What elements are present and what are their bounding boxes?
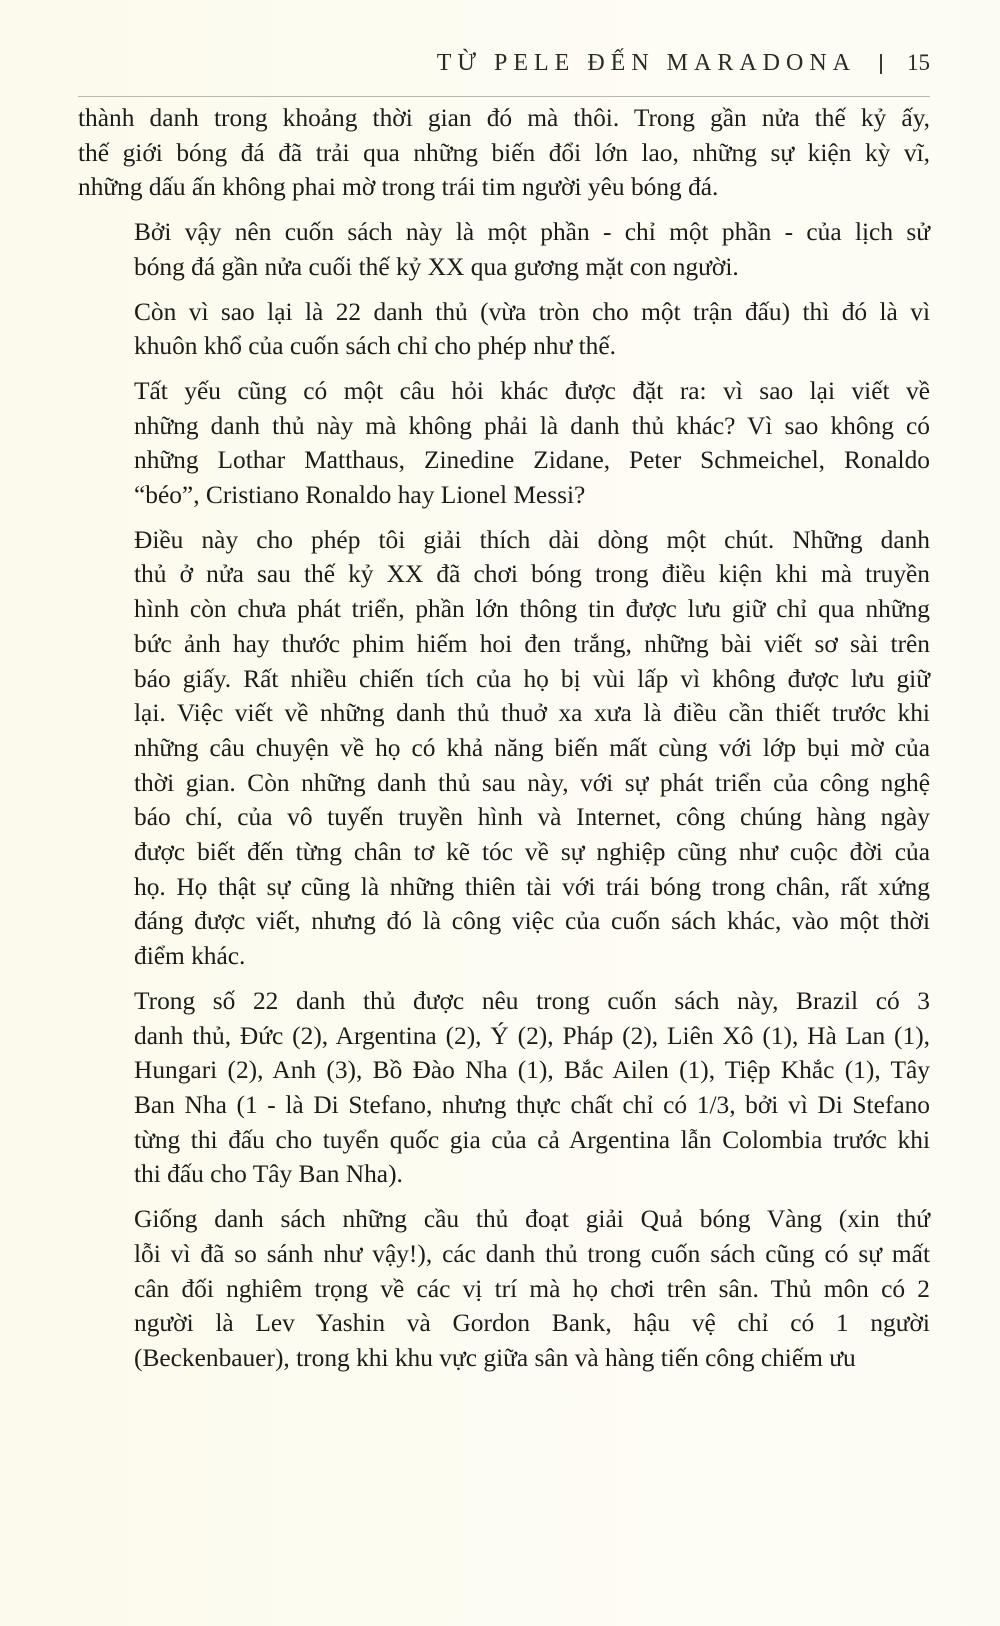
text-line: báo giấy. Rất nhiều chiến tích của họ bị vùi lấp vì không được lưu giữ: [134, 664, 930, 693]
text-line: được biết đến từng chân tơ kẽ tóc về sự nghiệp cũng như cuộc đời của: [134, 838, 930, 867]
text-line: Điều này cho phép tôi giải thích dài dòng một chút. Những danh: [134, 525, 930, 554]
text-line: họ. Họ thật sự cũng là những thiên tài với trái bóng trong chân, rất xứng: [134, 872, 930, 901]
text-line: Tất yếu cũng có một câu hỏi khác được đặt ra: vì sao lại viết về: [134, 376, 930, 405]
paragraph: [78, 523, 930, 974]
text-line: người là Lev Yashin và Gordon Bank, hậu vệ chỉ có 1 người: [134, 1309, 930, 1338]
text-line: Ban Nha (1 - là Di Stefano, nhưng thực chất chỉ có 1/3, bởi vì Di Stefano: [134, 1090, 930, 1119]
text-line: báo chí, của vô tuyến truyền hình và Internet, công chúng hàng ngày: [134, 803, 930, 832]
text-line: danh thủ, Đức (2), Argentina (2), Ý (2), Pháp (2), Liên Xô (1), Hà Lan (1),: [134, 1021, 930, 1050]
text-line: khuôn khổ của cuốn sách chỉ cho phép như thế.: [134, 332, 616, 361]
text-line: điểm khác.: [134, 942, 246, 971]
text-line: những dấu ấn không phai mờ trong trái tim người yêu bóng đá.: [78, 173, 719, 202]
text-line: thế giới bóng đá đã trải qua những biến đổi lớn lao, những sự kiện kỳ vĩ,: [78, 138, 930, 167]
text-line: thành danh trong khoảng thời gian đó mà thôi. Trong gần nửa thế kỷ ấy,: [78, 104, 930, 132]
text-line: đáng được viết, nhưng đó là công việc của cuốn sách khác, vào một thời: [134, 907, 930, 936]
text-line: Còn vì sao lại là 22 danh thủ (vừa tròn cho một trận đấu) thì đó là vì: [134, 297, 930, 326]
text-line: “béo”, Cristiano Ronaldo hay Lionel Messi?: [134, 481, 586, 510]
text-line: Bởi vậy nên cuốn sách này là một phần - chỉ một phần - của lịch sử: [134, 218, 930, 247]
text-line: bóng đá gần nửa cuối thế kỷ XX qua gương mặt con người.: [134, 252, 739, 281]
text-line: thủ ở nửa sau thế kỷ XX đã chơi bóng trong điều kiện khi mà truyền: [134, 560, 930, 589]
page-number: 15: [907, 50, 930, 75]
text-line: thời gian. Còn những danh thủ sau này, với sự phát triển của công nghệ: [134, 768, 930, 797]
text-line: Trong số 22 danh thủ được nêu trong cuốn sách này, Brazil có 3: [134, 986, 930, 1015]
text-line: những danh thủ này mà không phải là danh thủ khác? Vì sao không có: [134, 411, 930, 440]
text-line: lỗi vì đã so sánh như vậy!), các danh thủ trong cuốn sách cũng có sự mất: [134, 1239, 930, 1268]
text-line: cân đối nghiêm trọng về các vị trí mà họ chơi trên sân. Thủ môn có 2: [134, 1274, 930, 1303]
paragraph: [78, 374, 930, 513]
paragraph: [78, 1202, 930, 1376]
paragraph: [78, 215, 930, 284]
text-line: lại. Việc viết về những danh thủ thuở xa xưa là điều cần thiết trước khi: [134, 699, 930, 728]
running-header: [78, 46, 930, 97]
paragraph: [78, 295, 930, 364]
header-separator: [880, 54, 882, 74]
text-line: những Lothar Matthaus, Zinedine Zidane, Peter Schmeichel, Ronaldo: [134, 446, 930, 475]
text-line: từng thi đấu cho tuyển quốc gia của cả Argentina lẫn Colombia trước khi: [134, 1125, 930, 1154]
paragraph: [78, 101, 930, 205]
text-line: (Beckenbauer), trong khi khu vực giữa sân và hàng tiến công chiếm ưu: [134, 1343, 856, 1372]
text-line: Giống danh sách những cầu thủ đoạt giải Quả bóng Vàng (xin thứ: [134, 1205, 930, 1234]
body-text: [78, 101, 930, 1386]
text-line: những câu chuyện về họ có khả năng biến mất cùng với lớp bụi mờ của: [134, 733, 930, 762]
running-title: TỪ PELE ĐẾN MARADONA: [436, 50, 856, 76]
text-line: thi đấu cho Tây Ban Nha).: [134, 1160, 403, 1189]
text-line: Hungari (2), Anh (3), Bồ Đào Nha (1), Bắc Ailen (1), Tiệp Khắc (1), Tây: [134, 1056, 930, 1085]
text-line: bức ảnh hay thước phim hiếm hoi đen trắng, những bài viết sơ sài trên: [134, 629, 930, 658]
paragraph: [78, 984, 930, 1192]
text-line: hình còn chưa phát triển, phần lớn thông tin được lưu giữ chỉ qua những: [134, 595, 930, 624]
